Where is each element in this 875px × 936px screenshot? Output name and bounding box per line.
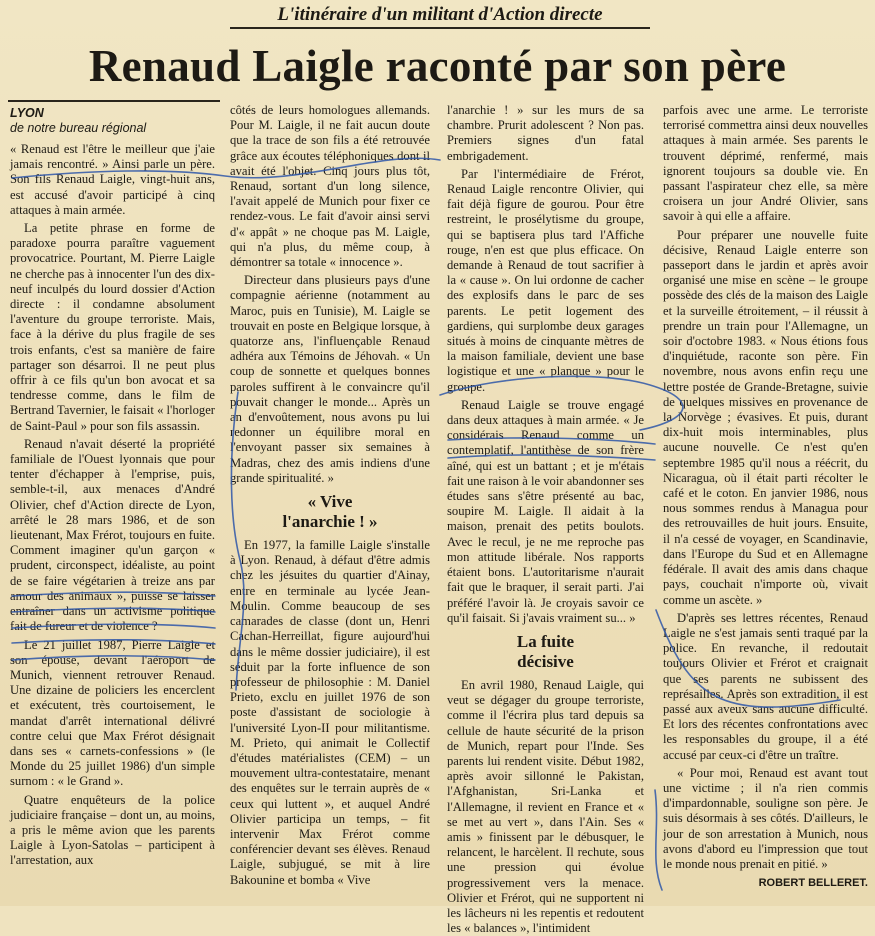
paragraph: La petite phrase en forme de paradoxe pourra paraître vaguement provocatrice. Pourtant, M. Pierre Laigle ne cherche pas à innocenter l'un des dix-neuf inculpés du lourd dossier d'Action directe : il condamne absolument l'aventure du groupe terroriste. Mais, face à la dérive du plus fragile de ses trois enfants, c'est sa manière de faire partager son désarroi. Il ne peut plus offrir à ce fils qu'un bon avocat et sa tendresse comme, dans le film de Bertrand Tavernier, le faisait « l'horloger de Saint-Paul » pour son fils assassin.: [10, 221, 215, 433]
paragraph: « Renaud est l'être le meilleur que j'aie jamais rencontré. » Ainsi parle un père. Son fils Renaud Laigle, vingt-huit ans, est accusé d'avoir participé à cinq attaques à main armée.: [10, 142, 215, 217]
column-4: [663, 103, 868, 903]
paragraph: En 1977, la famille Laigle s'installe à Lyon. Renaud, à défaut d'être admis chez les jésuites du quartier d'Ainay, entre en terminale au lycée Jean-Moulin. Comme beaucoup de ses camarades de classe (dont un, Henri Cachan-Herreillat, figure aujourd'hui dans le même dossier judiciaire), il est séduit par la forte influence de son professeur de philosophie : M. Daniel Prieto, exclu en juillet 1976 de son poste d'assistant de sociologie à l'université Lyon-II pour militantisme. M. Prieto, qui animait le Collectif d'études matérialistes (CEM) – un mouvement ultra-contestataire, menant des enquêtes sur le terrain auprès de « ceux qui luttent », et auquel André Olivier participa un temps, – fit intervenir Max Frérot comme conférencier devant ses élèves. Renaud Laigle, subjugué, se mit à lire Bakounine et bomba « Vive: [230, 538, 430, 887]
paragraph: Directeur dans plusieurs pays d'une compagnie aérienne (notamment au Maroc, puis en Tunisie), M. Laigle se trouvait en poste en Belgique lorsque, à quatorze ans, l'influençable Renaud adhéra aux Témoins de Jéhovah. « Un coup de sonnette et quelques bonnes paroles suffirent à le convaincre qu'il pouvait changer le monde... Après un an d'envoûtement, nous avons pu lui redonner un équilibre moral en l'envoyant passer six semaines à Madras, chez des amis indiens d'une grande spiritualité. »: [230, 273, 430, 485]
subheading-vive: [230, 492, 430, 532]
article-headline: Renaud Laigle raconté par son père: [88, 41, 787, 91]
column-1: [10, 106, 215, 906]
column-rule: [8, 100, 220, 102]
paragraph: Quatre enquêteurs de la police judiciaire française – dont un, au moins, a pris le même avion que les parents Laigle à Lyon-Satolas – participent à l'arrestation, aux: [10, 792, 215, 868]
subheading-line: « Vive: [307, 492, 353, 512]
subheading-line: décisive: [517, 651, 574, 671]
pen-margin-curve: [655, 790, 662, 890]
bureau-line: de notre bureau régional: [10, 121, 147, 135]
paragraph: En avril 1980, Renaud Laigle, qui veut se dégager du groupe terroriste, comme il l'écrira plus tard depuis sa cellule de haute sécurité de la prison de Munich, repart pour l'Inde. Ses parents lui rendent visite. Début 1982, après avoir sillonné le Pakistan, l'Afghanistan, Sri-Lanka et l'Allemagne, il revient en France et « se met au vert », dans l'Ain. Ses « amis » finissent par le débusquer, le relancent, le harcèlent. Il rechute, sous une pression qui évolue progressivement vers la menace. Olivier et Frérot, qui ne supportent ni les lâcheurs ni les repentis et redoutent les « balances », l'intimident: [447, 677, 644, 936]
paragraph: Le 21 juillet 1987, Pierre Laigle et son épouse, devant l'aéroport de Munich, viennent retrouver Renaud. Une dizaine de policiers les encerclent et exécutent, très courtoisement, le mandat d'arrêt international délivré contre celui que Max Frérot désignait dans ses « carnets-confessions » (le Monde du 25 juillet 1986) d'un simple surnom : « le Grand ».: [10, 637, 215, 789]
dateline: LYON: [10, 106, 44, 120]
paragraph: Pour préparer une nouvelle fuite décisive, Renaud Laigle enterre son passeport dans le jardin et après avoir organisé une mise en scène – le groupe possède des clés de la maison des Laigle et la surveille étroitement, – il réussit à prendre un train pour l'Allemagne, un soir d'octobre 1983. « Nous étions fous d'inquiétude, raconte son père. Fin novembre, nous avons enfin reçu une lettre postée de Grande-Bretagne, suivie de quelques missives en provenance de la Norvège ; évasives. Et puis, durant dix-huit mois interminables, plus aucune nouvelle. Ce n'est qu'en septembre 1985 qu'il nous a réécrit, du Nicaragua, où il était parti récolter le café et le coton. En janvier 1986, nous nous sommes rendus à Managua pour des retrouvailles de huit jours. Ensuite, il n'a cessé de voyager, en Scandinavie, dans l'Europe du Sud et en Allemagne fédérale. Il avait des amis dans chaque pays, couchait n'importe où, vivait comme un ascète. »: [663, 227, 868, 607]
subheading-line: l'anarchie ! »: [282, 512, 378, 532]
paragraph: côtés de leurs homologues allemands. Pour M. Laigle, il ne fait aucun doute que la trace de son fils a été retrouvée grâce aux écoutes téléphoniques dont il avait été l'objet. Cinq jours plus tôt, Renaud, sortant d'un long silence, l'avait appelé de Munich pour fixer ce rendez-vous. Le fait d'avoir ainsi servi d'« appât » ne choque pas M. Laigle, qui n'a plus, du même coup, à démontrer sa totale « innocence ».: [230, 103, 430, 270]
subheading-line: La fuite: [516, 631, 575, 651]
paragraph: « Pour moi, Renaud est avant tout une victime ; il n'a rien commis d'impardonnable, souligne son père. Je suis désormais à ses côtés. D'ailleurs, le jour de son arrestation à Munich, nous avons d'abord eu l'impression que tout le monde nous prenait en pitié. »: [663, 765, 868, 871]
paragraph: Renaud n'avait déserté la propriété familiale de l'Ouest lyonnais que pour tenter d'échapper à l'emprise, puis, semble-t-il, aux menaces d'André Olivier, chef d'Action directe de Lyon, arrêté le 28 mars 1986, et de son lieutenant, Max Frérot, toujours en fuite. Comment imaginer qu'un garçon « prudent, circonspect, idéaliste, au point de se faire végétarien à treize ans par amour des animaux », puisse se laisser entraîner dans un activisme politique fait de fureur et de violence ?: [10, 436, 215, 634]
article-kicker: L'itinéraire d'un militant d'Action directe: [230, 4, 650, 29]
paragraph: l'anarchie ! » sur les murs de sa chambre. Prurit adolescent ? Non pas. Premiers signes d'un fatal embrigadement.: [447, 103, 644, 163]
author-signature: ROBERT BELLERET.: [758, 877, 868, 890]
column-3: [447, 103, 644, 936]
paragraph: parfois avec une arme. Le terroriste terrorisé commettra ainsi deux nouvelles attaques à main armée. Ses parents le trouvent déprimé, renfermé, mais ignorent toujours sa double vie. En passant l'aspirateur chez elle, sa mère croisera un jour André Olivier, sans savoir à qui elle a affaire.: [663, 103, 868, 224]
paragraph: Par l'intermédiaire de Frérot, Renaud Laigle rencontre Olivier, qui fait déjà figure de gourou. Pour être restreint, le prosélytisme du groupe, qui se baptisera plus tard l'Affiche rouge, n'en est que plus efficace. On demande à Renaud de tout sacrifier à la « cause ». On lui ordonne de cacher des explosifs dans le parc de ses parents. Le petit logement des gardiens, qui surplombe deux garages situés à moins de cinquante mètres de la maison familiale, devient une base logistique et une « planque » pour le groupe.: [447, 166, 644, 394]
column-2: [230, 103, 430, 903]
paragraph: D'après ses lettres récentes, Renaud Laigle ne s'est jamais senti traqué par la police. En revanche, il redoutait toujours Olivier et Frérot et craignait que ses parents ne subissent des représailles. Après son extradition, il est passé aux aveux sans aucune difficulté. Et lors des récentes confrontations avec les responsables du groupe, il a été accusé par ceux-ci d'être un traître.: [663, 610, 868, 762]
paragraph: Renaud Laigle se trouve engagé dans deux attaques à main armée. « Je considérais Renaud comme un contemplatif, l'antithèse de son frère aîné, qui est un battant ; et je m'étais fait une raison à le voir abandonner ses études sans s'être présenté au bac, soupire M. Laigle. Il aidait à la maison, prenait des petits boulots. Avec le recul, je ne me reproche pas mon attitude libérale. Nos rapports étaient bons. L'autoritarisme n'aurait fait que le braquer, il serait parti. J'ai préféré l'avoir là. Je croyais savoir ce qu'il faisait. Si j'avais vraiment su... »: [447, 397, 644, 625]
subheading-fuite: [447, 632, 644, 672]
